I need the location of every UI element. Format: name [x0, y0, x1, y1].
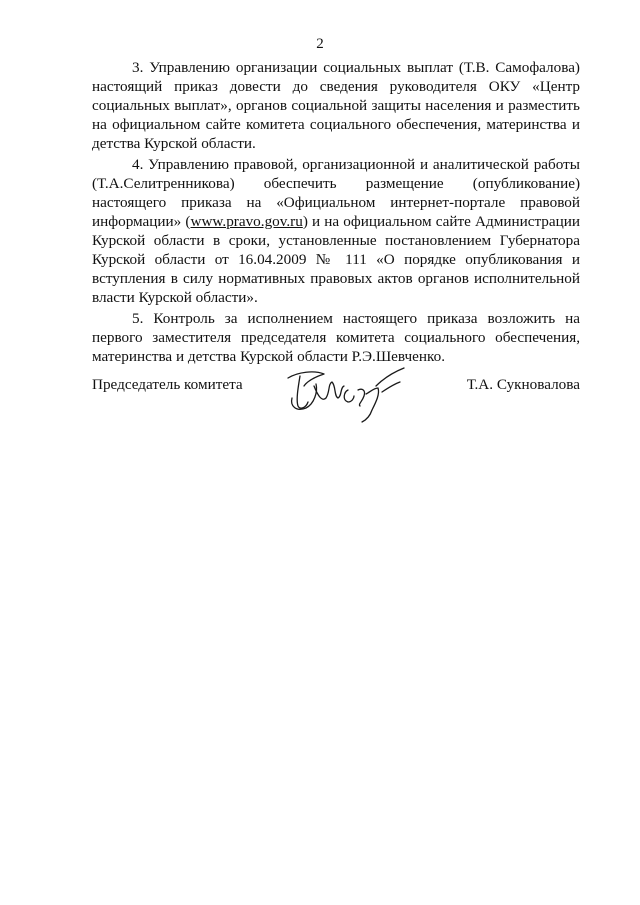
signer-name: Т.А. Сукновалова	[466, 376, 580, 393]
page-number: 2	[316, 36, 324, 52]
signature-block	[92, 370, 580, 430]
paragraph-3: 3. Управлению организации социальных выплат (Т.В. Самофалова) настоящий приказ довести до сведения руководителя ОКУ «Центр социальных выплат», органов социальной защиты населения и разместить на официальном сайте комитета социального обеспечения, материнства и детства Курской области.	[92, 59, 580, 152]
paragraph-5: 5. Контроль за исполнением настоящего приказа возложить на первого заместителя председателя комитета социального обеспечения, материнства и детства Курской области Р.Э.Шевченко.	[92, 310, 580, 365]
pravo-gov-link[interactable]: www.pravo.gov.ru	[190, 213, 303, 230]
paragraph-4-text-end: ) и на официальном сайте Администрации Курской области в сроки, установленные постановлением Губернатора Курской области от 16.04.2009 № 111 «О порядке опубликования и вступления в силу нормативных правовых актов органов исполнительной власти Курской области».	[92, 213, 580, 306]
paragraph-4	[92, 155, 580, 307]
paragraph-4-text-start: 4. Управлению правовой, организационной и аналитической работы (Т.А.Селитренникова) обеспечить размещение (опубликование) настоящего приказа на «Официальном интернет-портале правовой информации» (	[92, 156, 580, 230]
document-body	[92, 58, 580, 366]
signer-title: Председатель комитета	[92, 376, 243, 393]
handwritten-signature	[278, 362, 418, 426]
